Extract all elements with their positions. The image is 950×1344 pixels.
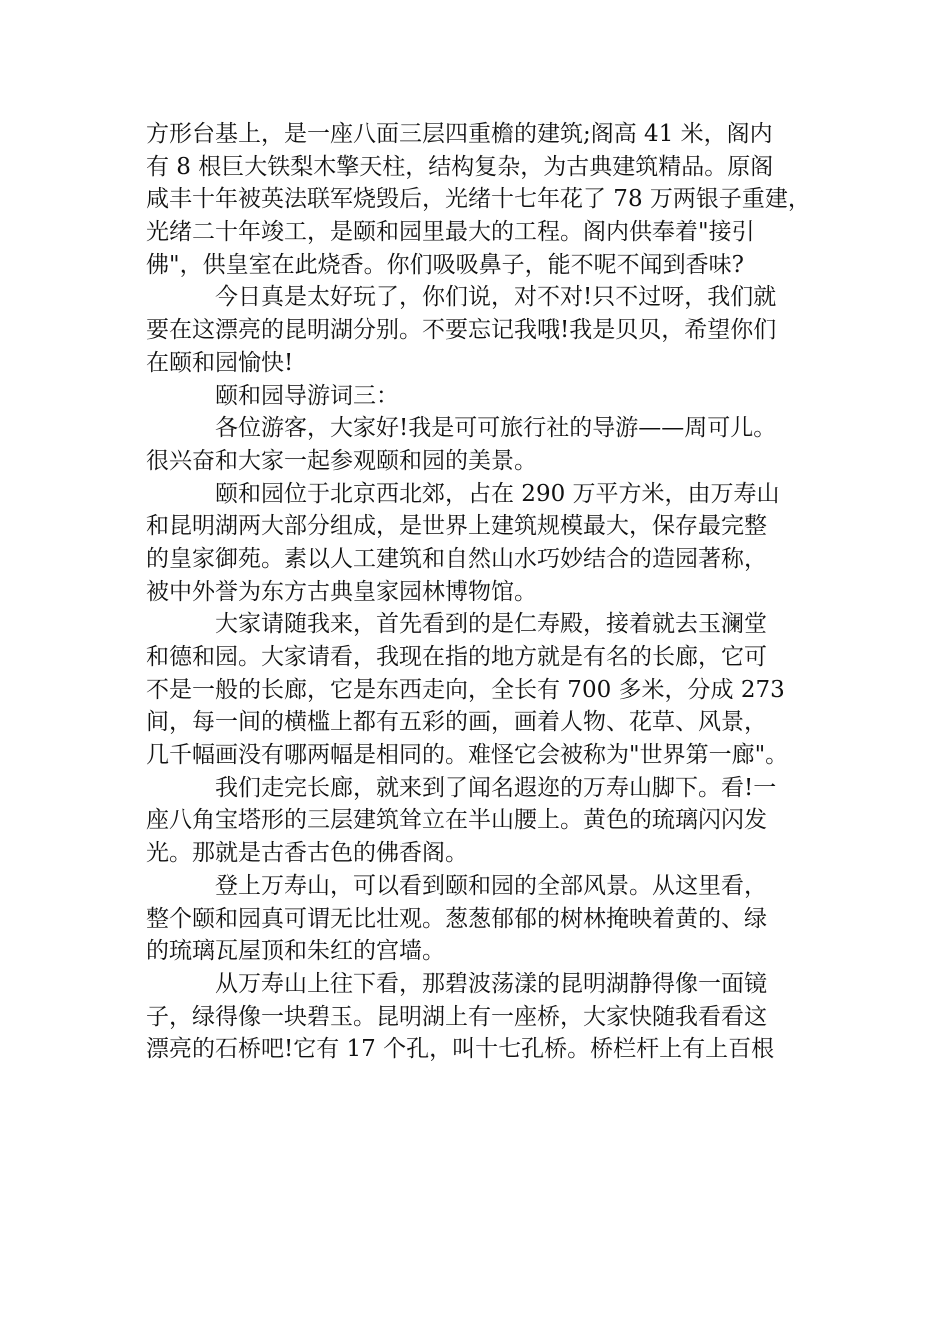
paragraph-first-line: 各位游客，大家好!我是可可旅行社的导游——周可儿。 <box>215 415 777 442</box>
text-line: 被中外誉为东方古典皇家园林博物馆。 <box>146 578 537 605</box>
document-body <box>146 118 826 1066</box>
text-line: 不是一般的长廊，它是东西走向，全长有 700 多米，分成 273 <box>146 676 785 703</box>
paragraph-first-line: 我们走完长廊，就来到了闻名遐迩的万寿山脚下。看!一 <box>215 774 777 801</box>
text-line: 有 8 根巨大铁梨木擎天柱，结构复杂，为古典建筑精品。原阁 <box>146 153 774 180</box>
text-line: 光。那就是古香古色的佛香阁。 <box>146 840 468 867</box>
text-line: 的琉璃瓦屋顶和朱红的宫墙。 <box>146 938 445 965</box>
paragraph-first-line: 颐和园位于北京西北郊，占在 290 万平方米，由万寿山 <box>215 480 780 507</box>
section-heading: 颐和园导游词三： <box>215 382 399 409</box>
text-line: 光绪二十年竣工，是颐和园里最大的工程。阁内供奉着"接引 <box>146 219 755 246</box>
text-line: 座八角宝塔形的三层建筑耸立在半山腰上。黄色的琉璃闪闪发 <box>146 807 767 834</box>
text-line: 几千幅画没有哪两幅是相同的。难怪它会被称为"世界第一廊"。 <box>146 742 789 769</box>
text-line: 咸丰十年被英法联军烧毁后，光绪十七年花了 78 万两银子重建， <box>146 186 811 213</box>
text-line: 子，绿得像一块碧玉。昆明湖上有一座桥，大家快随我看看这 <box>146 1003 767 1030</box>
text-line: 的皇家御苑。素以人工建筑和自然山水巧妙结合的造园著称， <box>146 545 767 572</box>
paragraph-first-line: 今日真是太好玩了，你们说，对不对!只不过呀，我们就 <box>215 284 777 311</box>
paragraph-first-line: 从万寿山上往下看，那碧波荡漾的昆明湖静得像一面镜 <box>215 970 767 997</box>
text-line: 佛"，供皇室在此烧香。你们吸吸鼻子，能不呢不闻到香味? <box>146 251 744 278</box>
text-line: 和昆明湖两大部分组成，是世界上建筑规模最大，保存最完整 <box>146 513 767 540</box>
text-line: 要在这漂亮的昆明湖分别。不要忘记我哦!我是贝贝，希望你们 <box>146 317 777 344</box>
text-line: 漂亮的石桥吧!它有 17 个孔，叫十七孔桥。桥栏杆上有上百根 <box>146 1036 775 1063</box>
text-line: 间，每一间的横槛上都有五彩的画，画着人物、花草、风景， <box>146 709 767 736</box>
paragraph-first-line: 大家请随我来，首先看到的是仁寿殿，接着就去玉澜堂 <box>215 611 767 638</box>
text-line: 在颐和园愉快! <box>146 349 294 376</box>
paragraph-first-line: 登上万寿山，可以看到颐和园的全部风景。从这里看， <box>215 872 767 899</box>
text-line: 整个颐和园真可谓无比壮观。葱葱郁郁的树林掩映着黄的、绿 <box>146 905 767 932</box>
text-line: 和德和园。大家请看，我现在指的地方就是有名的长廊，它可 <box>146 644 767 670</box>
text-line: 方形台基上，是一座八面三层四重檐的建筑;阁高 41 米，阁内 <box>146 121 773 147</box>
text-line: 很兴奋和大家一起参观颐和园的美景。 <box>146 447 537 474</box>
